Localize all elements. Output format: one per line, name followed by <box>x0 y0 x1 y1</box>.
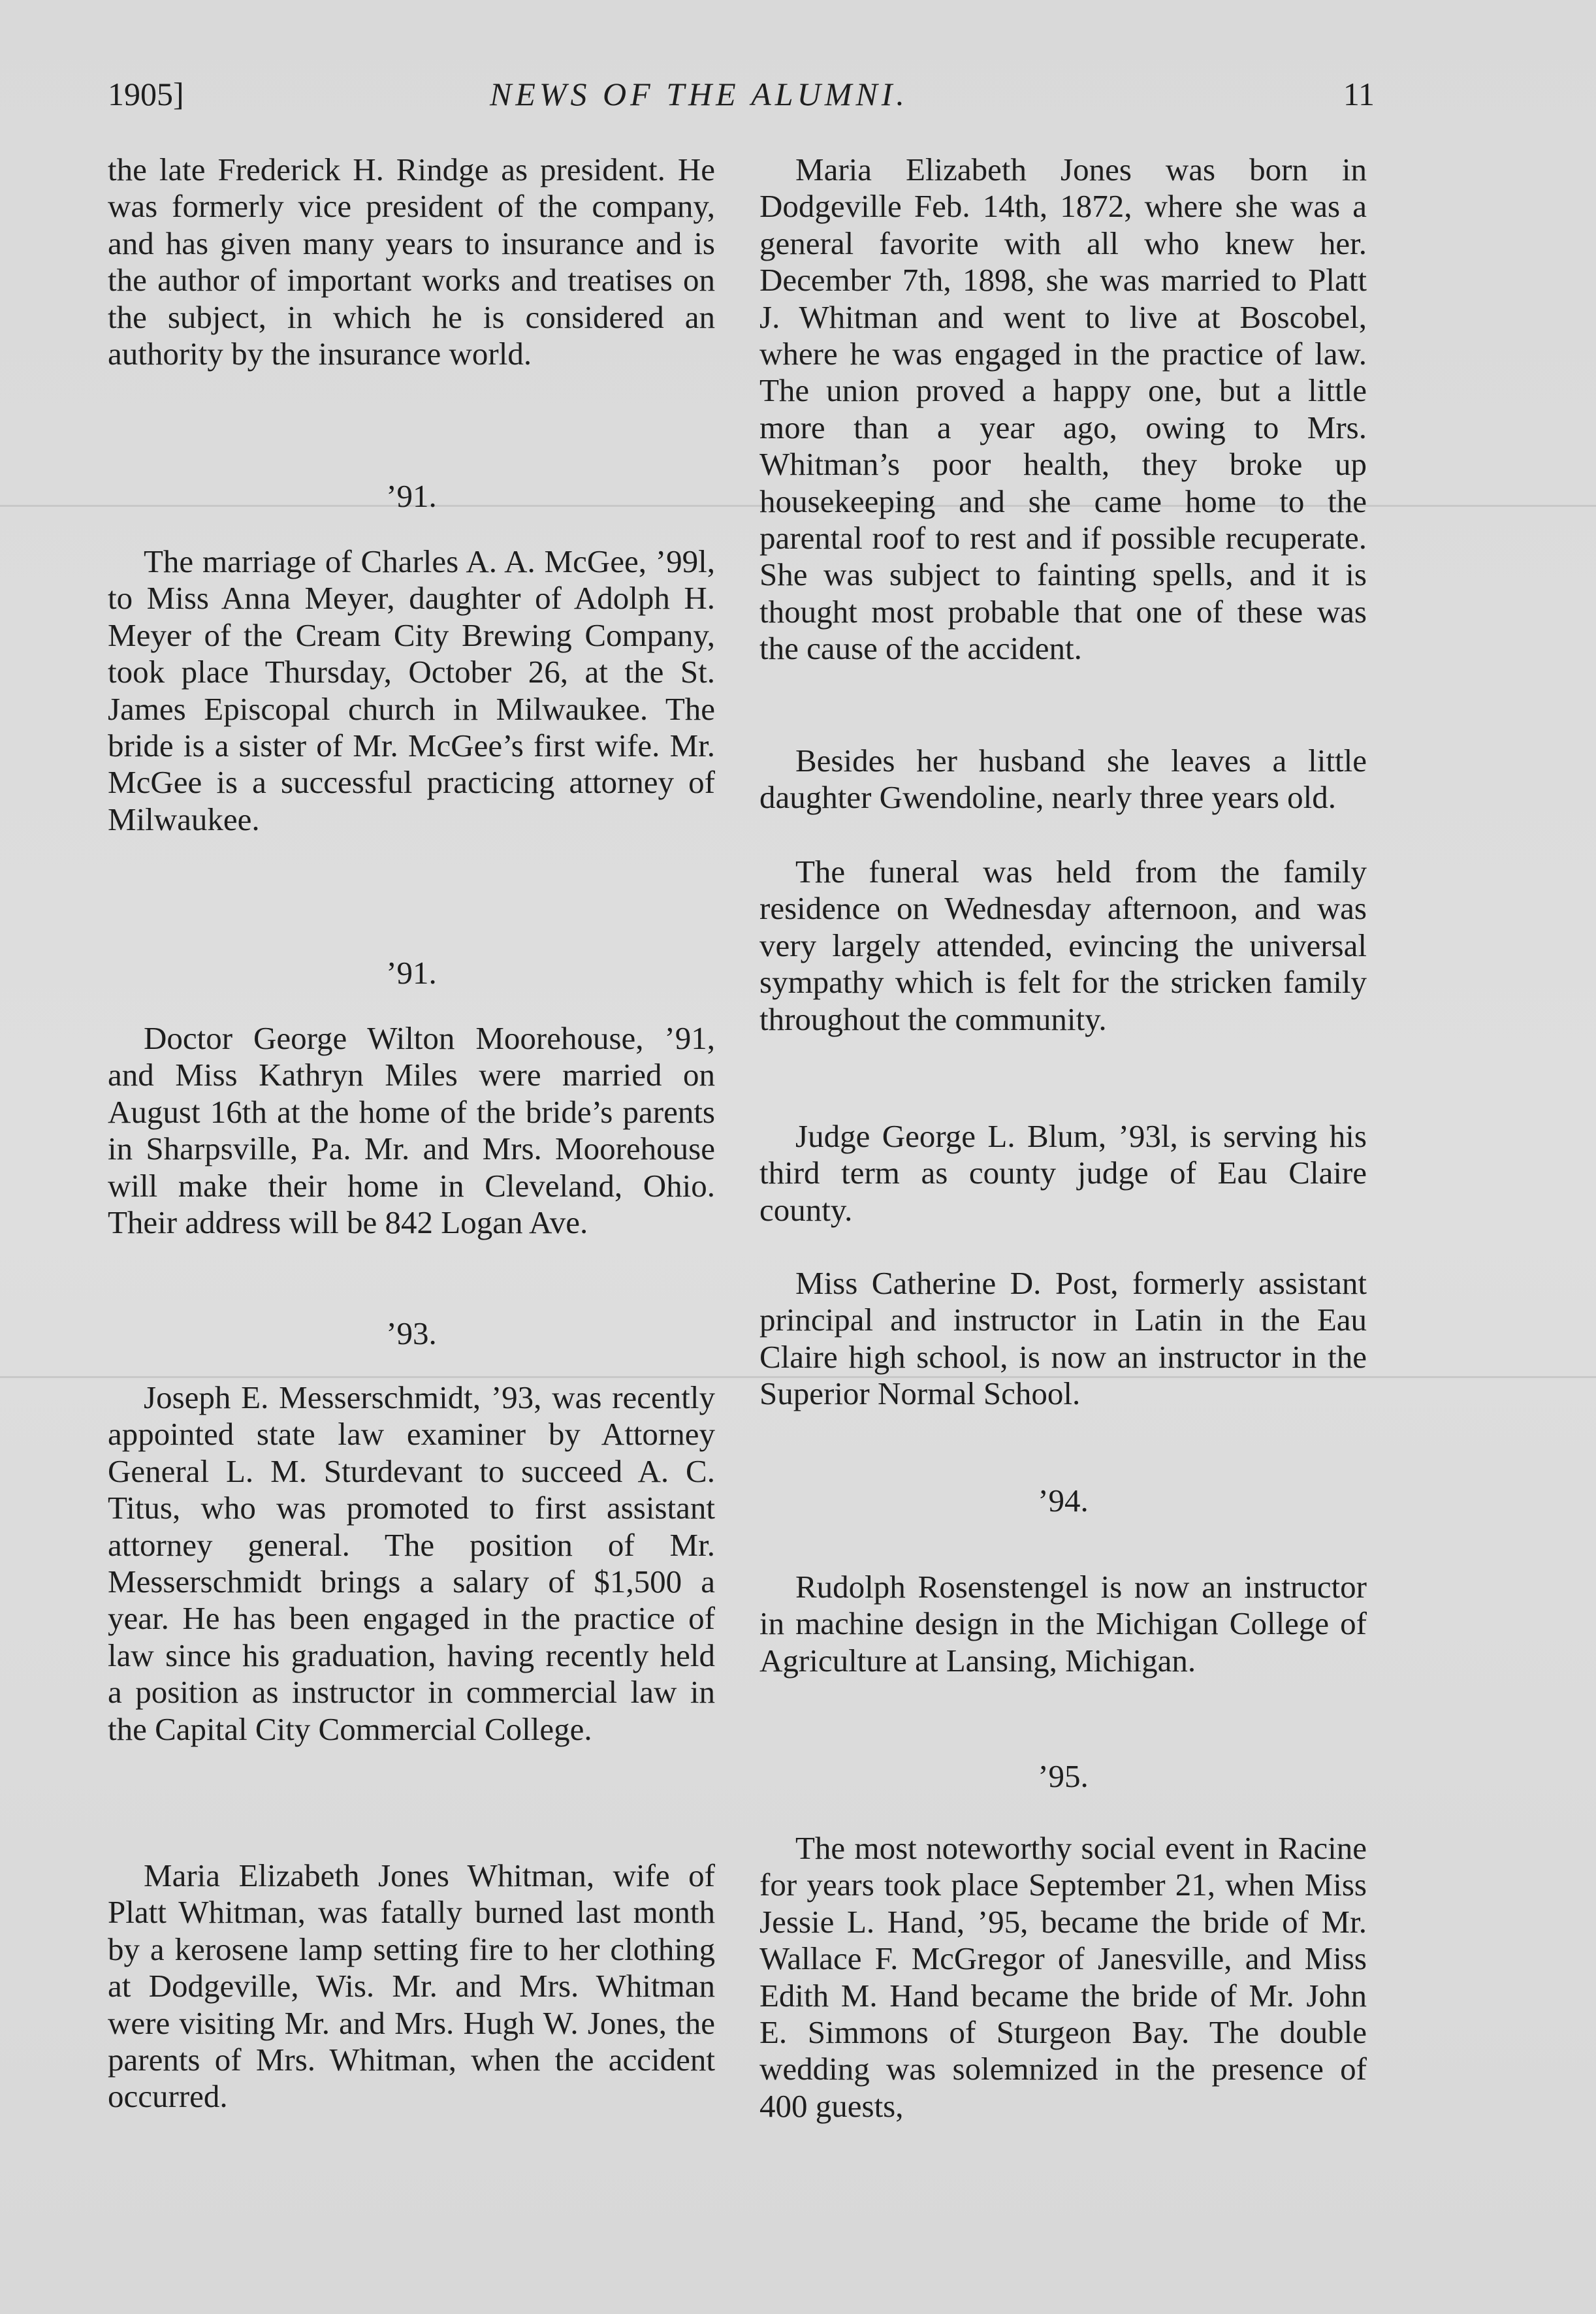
header-year: 1905] <box>108 76 184 112</box>
class-year-heading: ’95. <box>1038 1758 1089 1794</box>
article-paragraph: The most noteworthy social event in Racine for years took place September 21, when Miss Jessie L. Hand, ’95, became the bride of Mr. Wallace F. McGregor of Janesville, and Miss Edith M. Hand became the bride of Mr. John E. Simmons of Sturgeon Bay. The double wedding was solemnized in the presence of 400 guests, <box>759 1830 1367 2124</box>
article-paragraph: Maria Elizabeth Jones Whitman, wife of Platt Whitman, was fatally burned last month by a kerosene lamp setting fire to her clothing at Dodgeville, Wis. Mr. and Mrs. Whitman were visiting Mr. and Mrs. Hugh W. Jones, the parents of Mrs. Whitman, when the accident occurred. <box>108 1857 715 2115</box>
class-year-heading: ’94. <box>1038 1483 1089 1519</box>
article-paragraph: Joseph E. Messerschmidt, ’93, was recently appointed state law examiner by Attorney General L. M. Sturdevant to succeed A. C. Titus, who was promoted to first assistant attorney general. The position of Mr. Messerschmidt brings a salary of $1,500 a year. He has been engaged in the practice of law since his graduation, having recently held a position as instructor in commercial law in the Capital City Commercial College. <box>108 1379 715 1747</box>
class-year-heading: ’91. <box>386 955 437 991</box>
class-year-heading: ’93. <box>386 1315 437 1351</box>
class-year-heading: ’91. <box>386 478 437 514</box>
article-paragraph: The marriage of Charles A. A. McGee, ’99l, to Miss Anna Meyer, daughter of Adolph H. Meyer of the Cream City Brewing Company, took place Thursday, October 26, at the St. James Episcopal church in Milwaukee. The bride is a sister of Mr. McGee’s first wife. Mr. McGee is a successful practicing attorney of Milwaukee. <box>108 543 715 837</box>
article-paragraph: Judge George L. Blum, ’93l, is serving his third term as county judge of Eau Claire county. <box>759 1118 1367 1228</box>
page-number: 11 <box>1343 76 1375 112</box>
article-paragraph: Maria Elizabeth Jones was born in Dodgeville Feb. 14th, 1872, where she was a general favorite with all who knew her. December 7th, 1898, she was married to Platt J. Whitman and went to live at Boscobel, where he was engaged in the practice of law. The union proved a happy one, but a little more than a year ago, owing to Mrs. Whitman’s poor health, they broke up housekeeping and she came home to the parental roof to rest and if possible recuperate. She was subject to fainting spells, and it is thought most probable that one of these was the cause of the accident. <box>759 152 1367 667</box>
left-column <box>108 152 715 2115</box>
article-paragraph: the late Frederick H. Rindge as president. He was formerly vice president of the company, and has given many years to insurance and is the author of important works and treatises on the subject, in which he is considered an authority by the insurance world. <box>108 152 715 372</box>
article-paragraph: The funeral was held from the family residence on Wednesday afternoon, and was very largely attended, evincing the universal sympathy which is felt for the stricken family throughout the community. <box>759 854 1367 1037</box>
article-paragraph: Miss Catherine D. Post, formerly assistant principal and instructor in Latin in the Eau Claire high school, is now an instructor in the Superior Normal School. <box>759 1265 1367 1412</box>
article-paragraph: Besides her husband she leaves a little daughter Gwendoline, nearly three years old. <box>759 743 1367 816</box>
header-title: NEWS OF THE ALUMNI. <box>490 76 908 112</box>
article-paragraph: Rudolph Rosenstengel is now an instructor in machine design in the Michigan College of Agriculture at Lansing, Michigan. <box>759 1569 1367 1679</box>
article-paragraph: Doctor George Wilton Moorehouse, ’91, and Miss Kathryn Miles were married on August 16th at the home of the bride’s parents in Sharpsville, Pa. Mr. and Mrs. Moorehouse will make their home in Cleveland, Ohio. Their address will be 842 Logan Ave. <box>108 1020 715 1241</box>
running-header <box>108 62 1375 121</box>
